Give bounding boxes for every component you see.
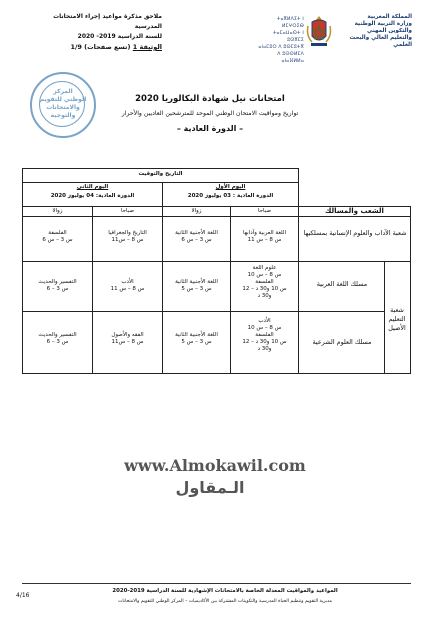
subject: الأدب <box>258 318 271 324</box>
branch-letters: شعبة الآداب والعلوم الإنسانية بمسلكيها <box>303 229 407 237</box>
subject: اللغة الأجنبية الثانية <box>175 230 218 236</box>
ministry-line: والتكوين المهني <box>366 28 412 34</box>
tf-line: ⵜⴰⴳⵍⴷⵉⵜ ⵏ ⵍⵎⵖⵔⵉⴱ <box>276 17 304 29</box>
time: س 3 – س 6 <box>42 237 73 243</box>
tf-line: ⵜⴰⵎⴰⵡⴰⵙⵜ ⵏ ⵓⵙⴳⵎⵉ <box>272 31 304 43</box>
subject: الفلسفة <box>48 230 67 236</box>
annex-header <box>32 12 162 52</box>
time: س 10 و30 د – 12 <box>242 286 287 292</box>
time: س 8 – س11 <box>111 237 144 243</box>
row3-d1-afternoon <box>163 332 230 346</box>
document-info <box>32 42 162 52</box>
row1-d2-morning <box>93 230 162 244</box>
seal-text-4: والتوجيه <box>50 112 76 119</box>
annex-title: ملاحق مذكرة مواعيد إجراء الامتحانات المدرسية <box>53 13 162 30</box>
kingdom-emblem-icon <box>306 14 332 48</box>
subject: التفسير والحديث <box>38 279 77 285</box>
ministry-line: وزارة التربية الوطنية <box>354 21 412 27</box>
subject: اللغة الأجنبية الثانية <box>175 332 218 338</box>
subject: الفقه والأصول <box>111 332 144 338</box>
seal-text-1: المركز <box>53 88 73 95</box>
subject: التاريخ والجغرافيا <box>108 230 147 236</box>
branch-arabic-language: مسلك اللغة العربية <box>316 280 368 288</box>
d1-afternoon-header: زوالا <box>191 208 202 214</box>
document-subtitle: تواريخ ومواقيت الامتحان الوطني الموحد للمترشحين العاديين والأحرار <box>121 110 299 117</box>
document-pages: (تسع صفحات) 1/9 <box>70 43 131 51</box>
date-time-header: التاريخ والتوقيت <box>138 171 183 177</box>
row2-d2-afternoon <box>23 279 92 293</box>
time: س 8 – س 11 <box>247 237 282 243</box>
day2-label: اليوم الثاني <box>76 184 109 190</box>
time: و30 د <box>257 346 272 352</box>
subject: اللغة الأجنبية الثانية <box>175 279 218 285</box>
time: س 3 – س 5 <box>181 286 212 292</box>
original-education-stream: شعبة التعليم الأصيل <box>388 306 406 332</box>
page-number: 4/16 <box>16 592 30 599</box>
seal-text-3: والامتحانات <box>46 104 80 111</box>
document-label: الوثيقة 1 <box>132 43 162 51</box>
ministry-line: المملكة المغربية <box>367 14 412 20</box>
row1-d1-afternoon <box>163 230 230 244</box>
tf-line: ⴷ ⵓⵙⵙⵍⵎⴷ ⴰⵏⴰⴼⵍⵍⴰ <box>277 52 304 64</box>
ministry-tifinagh <box>256 16 304 65</box>
seal-text-2: الوطني للتقويم <box>39 96 87 103</box>
row3-d1-morning <box>231 318 298 353</box>
watermark-arabic: الـمقاول <box>175 478 245 497</box>
subject: علوم اللغة <box>252 265 277 271</box>
row1-d1-morning <box>231 230 298 244</box>
day2-date: الدورة العادية: 04 يوليوز 2020 <box>50 193 135 199</box>
footer-divider <box>22 583 411 584</box>
tf-line: ⴰⵏⴰⵎⵓⵔ ⴷ ⵓⵙⵎⵓⵜⴳ <box>258 45 304 50</box>
document-title: امتحانات نيل شهادة البكالوريا 2020 <box>135 94 285 104</box>
time: س 3 – س 6 <box>181 237 212 243</box>
schedule-table <box>22 168 411 374</box>
time: س 3 – 6 <box>46 339 69 345</box>
d2-afternoon-header: زوالا <box>52 208 63 214</box>
footer-title: المواعيد والمواقيت المعدلة الخاصة بالامتحانات الإشهادية للسنة الدراسية 2019-2020 <box>112 588 338 594</box>
row2-d1-morning <box>231 265 298 300</box>
school-year: للسنة الدراسية 2019- 2020 <box>77 33 162 40</box>
branch-sharia-sciences: مسلك العلوم الشرعية <box>312 338 372 346</box>
subject: التفسير والحديث <box>38 332 77 338</box>
time: س 3 – 6 <box>46 286 69 292</box>
day1-label: اليوم الأول <box>215 184 246 190</box>
time: س 8 – س11 <box>111 339 144 345</box>
ministry-name <box>338 14 412 49</box>
time: س 8 – س 10 <box>247 325 282 331</box>
row3-d2-afternoon <box>23 332 92 346</box>
time: س 3 – س 5 <box>181 339 212 345</box>
time: س 8 – س 10 <box>247 272 282 278</box>
branches-header: الشعب والمسالك <box>325 207 384 215</box>
row3-d2-morning <box>93 332 162 346</box>
session-label: – الدورة العادية – <box>176 124 244 133</box>
row2-d2-morning <box>93 279 162 293</box>
footer-subtitle: مديرية التقويم وتنظيم الحياة المدرسية والتكوينات المشتركة بين الأكاديميات – المركز الوطني للتقويم والامتحانات <box>118 599 332 604</box>
day1-date: الدورة العادية : 03 يوليوز 2020 <box>187 193 274 199</box>
d2-morning-header: صباحا <box>120 208 135 214</box>
d1-morning-header: صباحا <box>257 208 272 214</box>
row1-d2-afternoon <box>23 230 92 244</box>
subject: الفلسفة <box>255 332 274 338</box>
time: و30 د <box>257 293 272 299</box>
ministry-line: والتعليم العالي والبحث العلمي <box>349 35 412 48</box>
row2-d1-afternoon <box>163 279 230 293</box>
subject: الفلسفة <box>255 279 274 285</box>
subject: اللغة العربية وآدابها <box>242 230 287 236</box>
time: س 8 – س 11 <box>110 286 145 292</box>
subject: الأدب <box>121 279 134 285</box>
watermark-url: www.Almokawil.com <box>124 456 306 475</box>
time: س 10 و30 د – 12 <box>242 339 287 345</box>
official-seal <box>30 72 96 138</box>
